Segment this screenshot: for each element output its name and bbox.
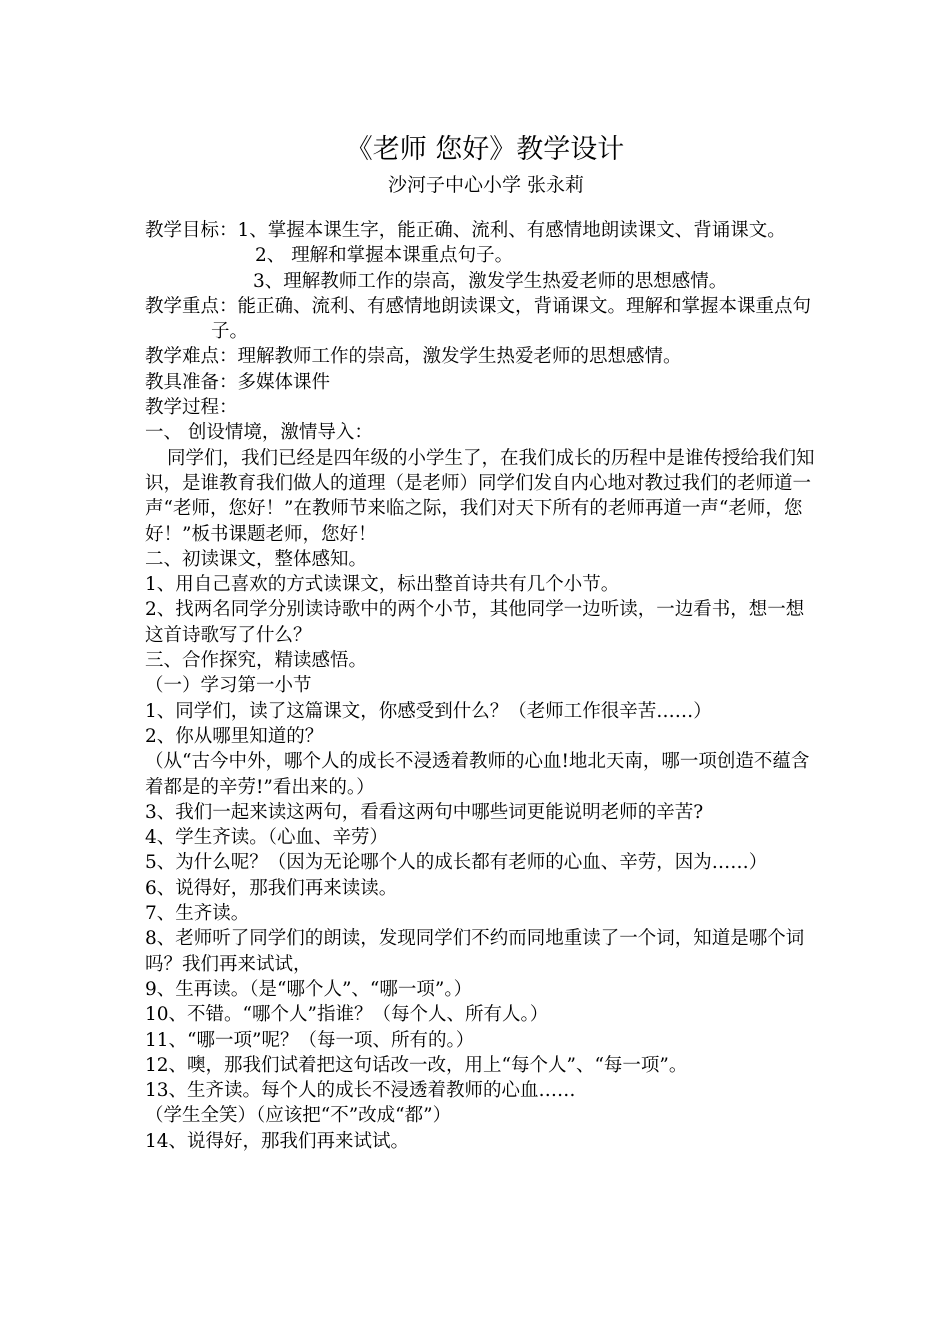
section-3-item: 1、同学们，读了这篇课文，你感受到什么？（老师工作很辛苦……） xyxy=(145,700,712,722)
section-3-item: （学生全笑）（应该把“不”改成“都”） xyxy=(145,1105,452,1127)
teaching-key-points: 教学重点：能正确、流利、有感情地朗读课文，背诵课文。理解和掌握本课重点句子。 xyxy=(145,295,812,343)
section-3-item: 6、说得好，那我们再来读读。 xyxy=(145,877,398,899)
section-3-item: （从“古今中外，哪个人的成长不浸透着教师的心血!地北天南，哪一项创造不蕴含着都是的辛劳!”看出来的。） xyxy=(145,751,810,798)
section-3-item: 7、生齐读。 xyxy=(145,903,250,925)
section-3-item: 4、学生齐读。（心血、辛劳） xyxy=(145,827,389,849)
teaching-difficulty: 教学难点：理解教师工作的崇高，激发学生热爱老师的思想感情。 xyxy=(145,346,682,368)
section-3-item: 3、我们一起来读这两句，看看这两句中哪些词更能说明老师的辛苦? xyxy=(145,801,704,823)
teaching-tools: 教具准备：多媒体课件 xyxy=(145,371,331,393)
document-title: 《老师 您好》教学设计 xyxy=(345,134,625,165)
section-3-heading: 三、合作探究，精读感悟。 xyxy=(145,650,368,672)
teaching-goal-2: 2、 理解和掌握本课重点句子。 xyxy=(255,245,514,267)
section-3-item: 9、生再读。（是“哪个人”、“哪一项”。） xyxy=(145,978,473,1000)
document-page xyxy=(145,130,815,1154)
section-2-heading: 二、初读课文，整体感知。 xyxy=(145,548,368,570)
section-1-paragraph: 同学们，我们已经是四年级的小学生了，在我们成长的历程中是谁传授给我们知识，是谁教育我们做人的道理（是老师）同学们发自内心地对教过我们的老师道一声“老师，您好！”在教师节来临之际，我们对天下所有的老师再道一声“老师，您好！”板书课题老师，您好！ xyxy=(145,447,815,545)
section-3-subheading: （一）学习第一小节 xyxy=(145,675,312,697)
section-3-item: 2、你从哪里知道的？ xyxy=(145,725,324,747)
section-1-heading: 一、 创设情境，激情导入： xyxy=(145,422,373,444)
section-3-item: 10、不错。“哪个人”指谁？（每个人、所有人。） xyxy=(145,1004,549,1026)
section-3-item: 13、生齐读。每个人的成长不浸透着教师的心血…… xyxy=(145,1080,576,1102)
section-2-item: 2、找两名同学分别读诗歌中的两个小节，其他同学一边听读，一边看书，想一想这首诗歌写了什么？ xyxy=(145,599,805,646)
section-3-item: 8、老师听了同学们的朗读，发现同学们不约而同地重读了一个词，知道是哪个词吗？我们再来试试， xyxy=(145,928,805,975)
section-2-item: 1、用自己喜欢的方式读课文，标出整首诗共有几个小节。 xyxy=(145,574,620,596)
section-3-item: 14、说得好，那我们再来试试。 xyxy=(145,1130,410,1152)
teaching-process: 教学过程： xyxy=(145,397,238,419)
section-3-item: 12、噢，那我们试着把这句话改一改，用上“每个人”、“每一项”。 xyxy=(145,1054,688,1076)
teaching-goal-1: 教学目标：1、掌握本课生字，能正确、流利、有感情地朗读课文、背诵课文。 xyxy=(145,220,786,241)
section-3-item: 5、为什么呢？（因为无论哪个人的成长都有老师的心血、辛劳，因为……） xyxy=(145,852,768,874)
section-3-item: 11、“哪一项”呢？（每一项、所有的。） xyxy=(145,1029,475,1051)
document-author: 沙河子中心小学 张永莉 xyxy=(387,174,585,196)
teaching-goal-3: 3、理解教师工作的崇高，激发学生热爱老师的思想感情。 xyxy=(253,270,728,292)
